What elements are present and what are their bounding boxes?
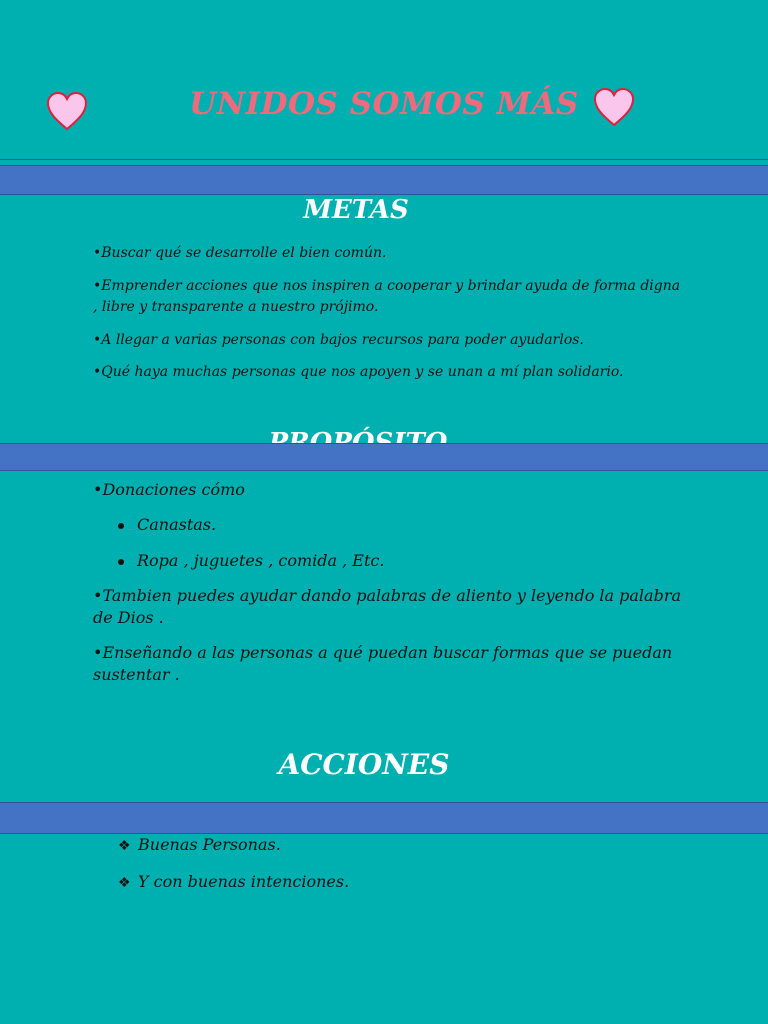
proposito-subitem: Ropa , juguetes , comida , Etc. xyxy=(118,551,384,570)
blue-band-bottom xyxy=(0,802,768,834)
proposito-item: •Enseñando a las personas a qué puedan buscar formas que se puedan sustentar . xyxy=(93,643,673,684)
divider-line xyxy=(0,159,768,160)
proposito-subitem: Canastas. xyxy=(118,515,216,534)
diamond-bullet-icon: ❖ xyxy=(118,838,131,854)
bullet-icon xyxy=(118,523,124,529)
metas-item: •Buscar qué se desarrolle el bien común. xyxy=(93,245,387,261)
diamond-bullet-icon: ❖ xyxy=(118,875,131,891)
proposito-item: •Tambien puedes ayudar dando palabras de aliento y leyendo la palabra de Dios . xyxy=(93,586,682,627)
acciones-item: ❖ Y con buenas intenciones. xyxy=(118,872,350,891)
metas-item: •Emprender acciones que nos inspiren a cooperar y brindar ayuda de forma digna , libre y transparente a nuestro prójimo. xyxy=(93,278,681,315)
page-title: UNIDOS SOMOS MÁS xyxy=(189,86,579,122)
section-heading-metas: METAS xyxy=(303,195,409,225)
acciones-item: ❖ Buenas Personas. xyxy=(118,835,281,854)
blue-band-top xyxy=(0,165,768,195)
blue-band-middle xyxy=(0,443,768,471)
proposito-intro: •Donaciones cómo xyxy=(93,480,245,499)
section-heading-acciones: ACCIONES xyxy=(278,748,450,781)
metas-item: •Qué haya muchas personas que nos apoyen y se unan a mí plan solidario. xyxy=(93,364,624,380)
metas-item: •A llegar a varias personas con bajos recursos para poder ayudarlos. xyxy=(93,332,584,348)
bullet-icon xyxy=(118,559,124,565)
